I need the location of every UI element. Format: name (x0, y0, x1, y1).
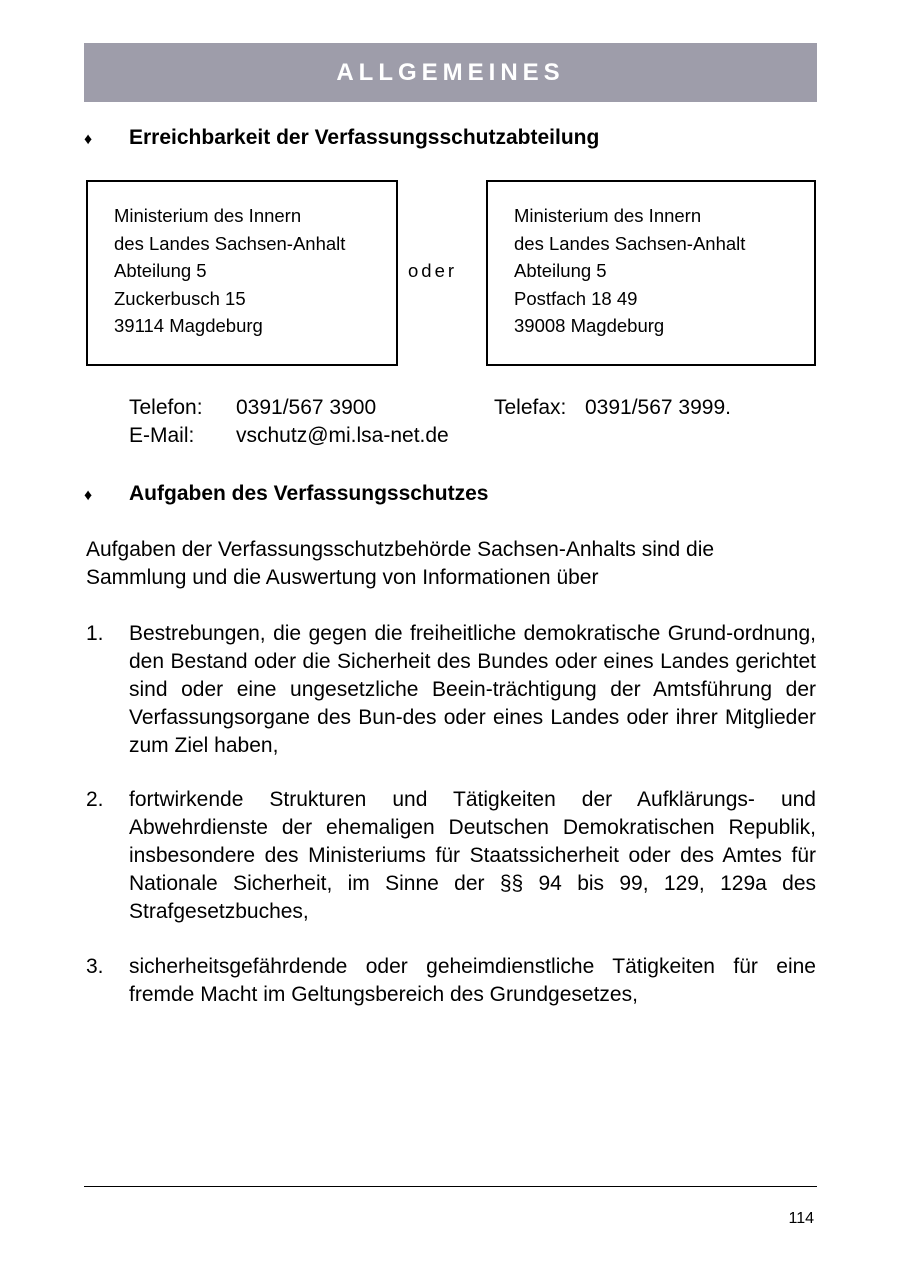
email-label: E-Mail: (129, 424, 195, 447)
page-number: 114 (788, 1210, 814, 1227)
diamond-bullet-icon: ♦ (84, 487, 93, 504)
list-text: sicherheitsgefährdende oder geheimdienstliche Tätigkeiten für eine fremde Macht im Geltungsbereich des Grundgesetzes, (129, 955, 816, 1006)
address-line: Zuckerbusch 15 (114, 287, 246, 309)
section-heading-contact (84, 126, 599, 150)
phone-number: 0391/567 3900 (236, 396, 377, 419)
address-line: Abteilung 5 (514, 260, 607, 281)
diamond-bullet-icon: ♦ (84, 131, 93, 148)
section-banner (84, 43, 817, 102)
intro-paragraph: Aufgaben der Verfassungsschutzbehörde Sachsen-Anhalts sind die Sammlung und die Auswertung von Informationen über (86, 538, 715, 589)
fax-label: Telefax: (494, 396, 567, 419)
list-text: fortwirkende Strukturen und Tätigkeiten der Aufklärungs- und Abwehrdienste der ehemaligen Deutschen Demokratischen Republik, insbesondere des Ministeriums für Staatssicherheit oder des Amtes für Nationale Sicherheit, im Sinne der §§ 94 bis 99, 129, 129a des Strafgesetzbuches, (129, 788, 816, 923)
heading-text: Aufgaben des Verfassungsschutzes (129, 482, 489, 505)
list-text: Bestrebungen, die gegen die freiheitliche demokratische Grund-ordnung, den Bestand oder die Sicherheit des Bundes oder eines Landes gerichtet sind oder eine ungesetzliche Beein-trächtigung der Amtsführung der Verfassungsorgane des Bun-des oder eines Landes oder ihrer Mitglieder zum Ziel haben, (129, 622, 816, 757)
address-line: Postfach 18 49 (514, 287, 638, 309)
address-line: des Landes Sachsen-Anhalt (514, 232, 746, 254)
section-heading-tasks (84, 482, 488, 506)
address-line: Abteilung 5 (114, 260, 207, 281)
heading-text: Erreichbarkeit der Verfassungsschutzabteilung (129, 126, 600, 149)
fax-number: 0391/567 3999. (585, 396, 731, 419)
list-number: 2. (86, 788, 104, 811)
banner-title: ALLGEMEINES (336, 58, 565, 86)
phone-label: Telefon: (129, 396, 203, 419)
list-item (86, 786, 816, 926)
or-separator: oder (408, 260, 458, 281)
address-box-street (86, 180, 398, 366)
address-line: 39008 Magdeburg (514, 315, 665, 336)
email-link[interactable]: vschutz@mi.lsa-net.de (236, 424, 449, 447)
address-line: 39114 Magdeburg (114, 315, 263, 336)
address-line: des Landes Sachsen-Anhalt (114, 232, 346, 254)
address-box-postbox (486, 180, 816, 366)
address-line: Ministerium des Innern (514, 205, 702, 226)
footer-divider (84, 1186, 817, 1187)
list-item (86, 620, 816, 760)
list-number: 3. (86, 955, 104, 978)
list-item (86, 953, 816, 1009)
list-number: 1. (86, 622, 104, 645)
address-line: Ministerium des Innern (114, 205, 302, 226)
